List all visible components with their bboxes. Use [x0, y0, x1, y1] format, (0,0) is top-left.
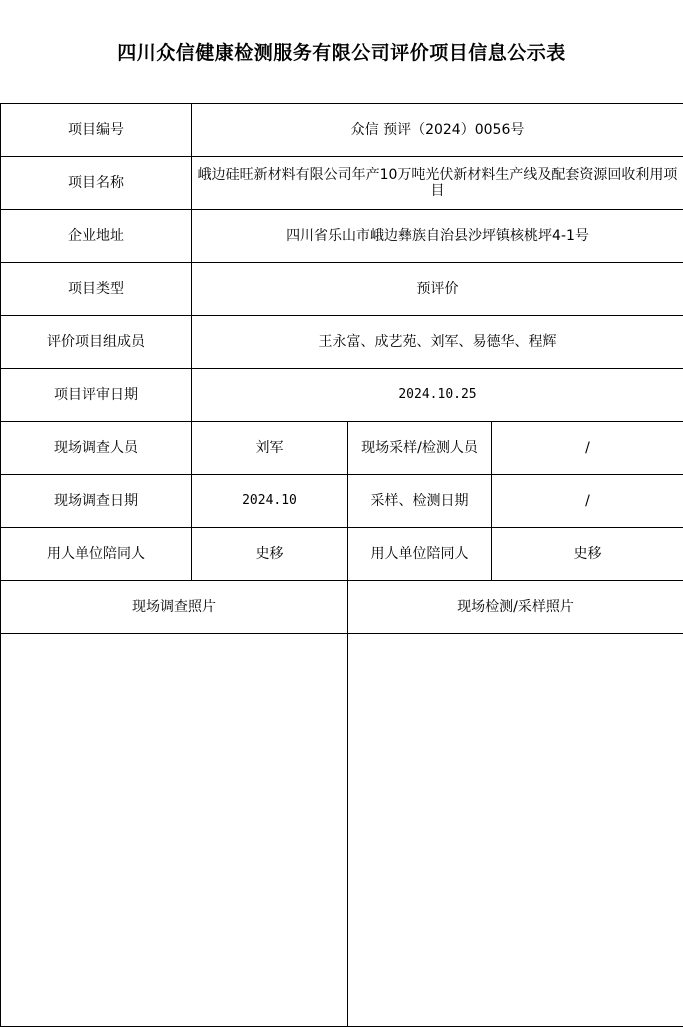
sampling-staff-value: / [492, 422, 683, 475]
company-address-label: 企业地址 [1, 210, 192, 263]
escort-value: 史移 [192, 528, 348, 581]
escort-value-2: 史移 [492, 528, 683, 581]
survey-staff-value: 刘军 [192, 422, 348, 475]
project-name-value: 峨边硅旺新材料有限公司年产10万吨光伏新材料生产线及配套资源回收利用项目 [192, 157, 683, 210]
review-date-value: 2024.10.25 [192, 369, 683, 422]
row-project-no [1, 104, 683, 157]
page-title: 四川众信健康检测服务有限公司评价项目信息公示表 [117, 42, 566, 64]
project-name-label: 项目名称 [1, 157, 192, 210]
review-date-label: 项目评审日期 [1, 369, 192, 422]
sampling-photos-header: 现场检测/采样照片 [348, 581, 683, 634]
sampling-date-label: 采样、检测日期 [348, 475, 492, 528]
row-photo-headers [1, 581, 683, 634]
project-no-label: 项目编号 [1, 104, 192, 157]
project-no-value: 众信 预评（2024）0056号 [192, 104, 683, 157]
row-survey-staff [1, 422, 683, 475]
team-members-label: 评价项目组成员 [1, 316, 192, 369]
row-survey-date [1, 475, 683, 528]
row-escort [1, 528, 683, 581]
sampling-staff-label: 现场采样/检测人员 [348, 422, 492, 475]
escort-label-2: 用人单位陪同人 [348, 528, 492, 581]
survey-date-value: 2024.10 [192, 475, 348, 528]
team-members-value: 王永富、成艺苑、刘军、易德华、程辉 [192, 316, 683, 369]
row-project-name [1, 157, 683, 210]
row-project-type [1, 263, 683, 316]
row-company-address [1, 210, 683, 263]
row-team-members [1, 316, 683, 369]
info-table [0, 103, 683, 1027]
survey-photos-area [1, 634, 348, 1027]
escort-label: 用人单位陪同人 [1, 528, 192, 581]
project-type-value: 预评价 [192, 263, 683, 316]
survey-photos-header: 现场调查照片 [1, 581, 348, 634]
sampling-date-value: / [492, 475, 683, 528]
survey-date-label: 现场调查日期 [1, 475, 192, 528]
sampling-photos-area [348, 634, 683, 1027]
company-address-value: 四川省乐山市峨边彝族自治县沙坪镇核桃坪4-1号 [192, 210, 683, 263]
row-review-date [1, 369, 683, 422]
survey-staff-label: 现场调查人员 [1, 422, 192, 475]
row-photos [1, 634, 683, 1027]
project-type-label: 项目类型 [1, 263, 192, 316]
